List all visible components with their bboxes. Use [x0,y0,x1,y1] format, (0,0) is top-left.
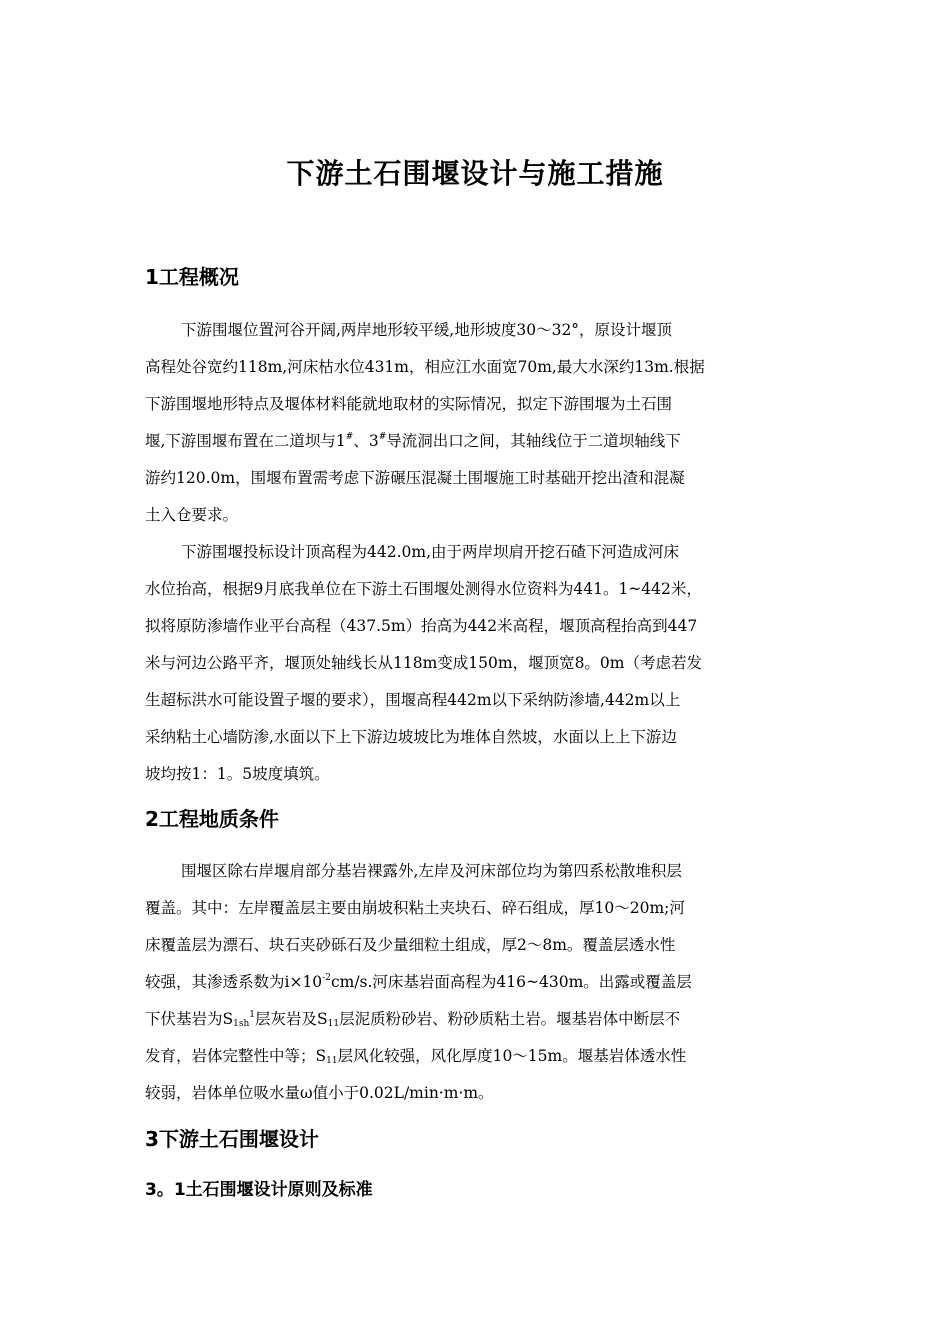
text-line: 米与河边公路平齐，堰顶处轴线长从118m变成150m，堰顶宽8。0m（考虑若发 [145,654,702,672]
text-line [145,1038,805,1075]
text-line: 土入仓要求。 [145,506,239,524]
section-3-1-subheading: 3。1土石围堰设计原则及标准 [145,1180,373,1200]
subscript: 11 [327,1019,340,1029]
superscript: # [345,432,354,442]
subscript: 1sh [233,1019,250,1029]
section-2-heading: 2工程地质条件 [145,807,279,831]
section-1-heading: 1工程概况 [145,265,239,289]
text-line: 下游围堰投标设计顶高程为442.0m,由于两岸坝肩开挖石碴下河造成河床 [181,543,680,561]
text-line: 高程处谷宽约118m,河床枯水位431m，相应江水面宽70m,最大水深约13m.根据 [145,358,705,376]
text-run: 堰,下游围堰布置在二道坝与1 [145,432,346,450]
text-run: 层风化较强，风化厚度10～15m。堰基岩体透水性 [337,1047,687,1065]
subscript: 11 [326,1056,338,1066]
text-run: 较强，其渗透系数为i×10 [145,973,323,991]
text-line: 拟将原防渗墙作业平台高程（437.5m）抬高为442米高程，堰顶高程抬高到447 [145,617,698,635]
text-line: 坡均按1：1。5坡度填筑。 [145,765,330,783]
text-line: 下游围堰地形特点及堰体材料能就地取材的实际情况，拟定下游围堰为土石围 [145,395,673,413]
section-1-paragraph-2 [145,534,805,793]
text-line: 生超标洪水可能设置子堰的要求），围堰高程442m以下采纳防渗墙,442m以上 [145,691,681,709]
text-line: 床覆盖层为漂石、块石夹砂砾石及少量细粒土组成，厚2～8m。覆盖层透水性 [145,936,676,954]
superscript: -2 [322,973,331,983]
superscript: # [378,432,387,442]
text-line [145,964,805,1001]
text-line [145,1001,805,1038]
superscript: 1 [249,1010,256,1020]
text-line: 采纳粘土心墙防渗,水面以下上下游边坡坡比为堆体自然坡，水面以上上下游边 [145,728,677,746]
text-line: 覆盖。其中：左岸覆盖层主要由崩坡积粘土夹块石、碎石组成，厚10～20m;河 [145,899,685,917]
text-line: 水位抬高，根据9月底我单位在下游土石围堰处测得水位资料为441。1~442米， [145,580,702,598]
text-line [145,423,805,460]
document-title: 下游土石围堰设计与施工措施 [286,157,664,190]
text-run: 层灰岩及S [255,1010,328,1028]
text-line: 游约120.0m，围堰布置需考虑下游碾压混凝土围堰施工时基础开挖出渣和混凝 [145,469,685,487]
text-line: 围堰区除右岸堰肩部分基岩裸露外,左岸及河床部位均为第四系松散堆积层 [181,862,682,880]
text-line: 较弱，岩体单位吸水量ω值小于0.02L/min·m·m。 [145,1084,494,1102]
text-run: 下伏基岩为S [145,1010,234,1028]
section-2-paragraph-1 [145,853,805,1112]
text-line: 下游围堰位置河谷开阔,两岸地形较平缓,地形坡度30～32°，原设计堰顶 [181,321,673,339]
text-run: cm/s.河床基岩面高程为416~430m。出露或覆盖层 [330,973,692,991]
section-1-paragraph-1 [145,312,805,534]
text-run: 导流洞出口之间，其轴线位于二道坝轴线下 [386,432,681,450]
text-run: 、3 [353,432,379,450]
section-3-heading: 3下游土石围堰设计 [145,1127,319,1151]
text-run: 发育，岩体完整性中等；S [145,1047,327,1065]
text-run: 层泥质粉砂岩、粉砂质粘土岩。堰基岩体中断层不 [339,1010,681,1028]
